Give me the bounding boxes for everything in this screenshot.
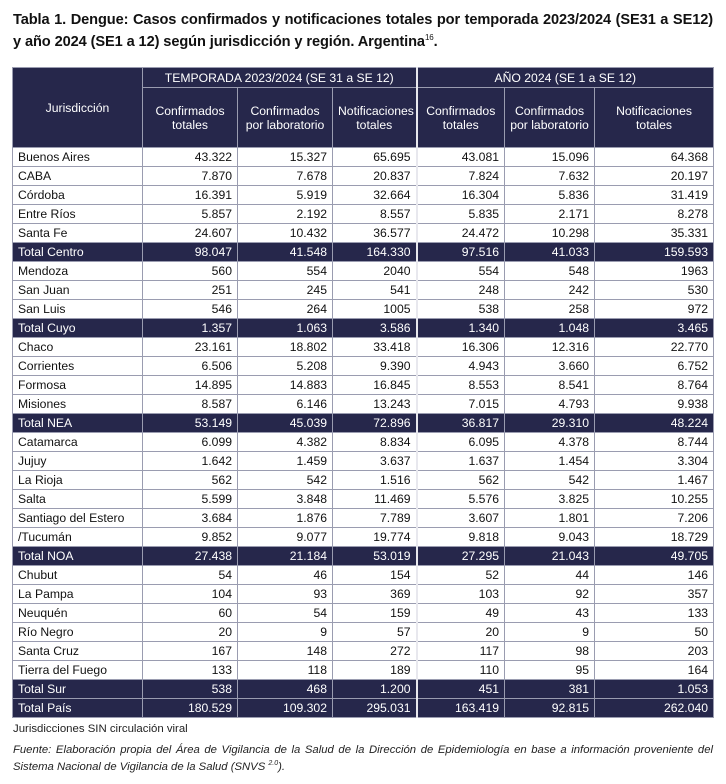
table-row	[13, 661, 714, 680]
total-row	[13, 414, 714, 433]
jurisdiccion-cell: /Tucumán	[13, 528, 143, 547]
value-cell: 12.316	[505, 338, 595, 357]
jurisdiccion-cell: Córdoba	[13, 186, 143, 205]
value-cell: 52	[417, 566, 505, 585]
jurisdiccion-cell: Tierra del Fuego	[13, 661, 143, 680]
value-cell: 9.818	[417, 528, 505, 547]
table-row	[13, 433, 714, 452]
source-sup: 2.0	[268, 760, 279, 768]
value-cell: 72.896	[333, 414, 417, 433]
jurisdiccion-cell: CABA	[13, 167, 143, 186]
value-cell: 49.705	[595, 547, 714, 566]
source-text: Fuente: Elaboración propia del Área de Vigilancia de la Salud de la Dirección de Epidemiología en base a información proveniente del Sistema Nacional de Vigilancia de la Salud (SNVS	[13, 744, 713, 773]
value-cell: 8.834	[333, 433, 417, 452]
value-cell: 5.857	[143, 205, 238, 224]
header-group-temporada: TEMPORADA 2023/2024 (SE 31 a SE 12)	[143, 68, 417, 88]
value-cell: 27.295	[417, 547, 505, 566]
value-cell: 23.161	[143, 338, 238, 357]
jurisdiccion-cell: Catamarca	[13, 433, 143, 452]
value-cell: 4.378	[505, 433, 595, 452]
value-cell: 95	[505, 661, 595, 680]
value-cell: 49	[417, 604, 505, 623]
value-cell: 562	[143, 471, 238, 490]
value-cell: 9.852	[143, 528, 238, 547]
value-cell: 53.149	[143, 414, 238, 433]
value-cell: 60	[143, 604, 238, 623]
value-cell: 16.391	[143, 186, 238, 205]
value-cell: 36.577	[333, 224, 417, 243]
value-cell: 3.607	[417, 509, 505, 528]
value-cell: 7.824	[417, 167, 505, 186]
value-cell: 35.331	[595, 224, 714, 243]
value-cell: 48.224	[595, 414, 714, 433]
value-cell: 5.576	[417, 490, 505, 509]
value-cell: 110	[417, 661, 505, 680]
value-cell: 45.039	[238, 414, 333, 433]
value-cell: 180.529	[143, 699, 238, 718]
table-title-text: Tabla 1. Dengue: Casos confirmados y notificaciones totales por temporada 2023/2024 (SE31 a SE12) y año 2024 (SE1 a 12) según jurisdicción y región. Argentina	[13, 12, 713, 50]
value-cell: 43.081	[417, 148, 505, 167]
value-cell: 5.919	[238, 186, 333, 205]
jurisdiccion-cell: La Rioja	[13, 471, 143, 490]
header-notificaciones-totales: Notificaciones totales	[333, 88, 417, 148]
value-cell: 20.837	[333, 167, 417, 186]
value-cell: 32.664	[333, 186, 417, 205]
value-cell: 6.146	[238, 395, 333, 414]
value-cell: 9.390	[333, 357, 417, 376]
source-note	[13, 742, 713, 776]
value-cell: 1.357	[143, 319, 238, 338]
value-cell: 562	[417, 471, 505, 490]
value-cell: 542	[505, 471, 595, 490]
table-row	[13, 471, 714, 490]
value-cell: 18.729	[595, 528, 714, 547]
jurisdiccion-cell: Chaco	[13, 338, 143, 357]
jurisdiccion-cell: Chubut	[13, 566, 143, 585]
value-cell: 9.077	[238, 528, 333, 547]
value-cell: 4.943	[417, 357, 505, 376]
jurisdiccion-cell: San Luis	[13, 300, 143, 319]
value-cell: 1.340	[417, 319, 505, 338]
value-cell: 3.465	[595, 319, 714, 338]
value-cell: 10.432	[238, 224, 333, 243]
value-cell: 3.684	[143, 509, 238, 528]
value-cell: 7.632	[505, 167, 595, 186]
value-cell: 98.047	[143, 243, 238, 262]
value-cell: 1.048	[505, 319, 595, 338]
value-cell: 295.031	[333, 699, 417, 718]
value-cell: 1.516	[333, 471, 417, 490]
value-cell: 10.255	[595, 490, 714, 509]
dengue-table	[12, 67, 714, 718]
value-cell: 357	[595, 585, 714, 604]
table-row	[13, 224, 714, 243]
header-confirmados-laboratorio: Confirmados por laboratorio	[505, 88, 595, 148]
table-row	[13, 490, 714, 509]
value-cell: 3.660	[505, 357, 595, 376]
value-cell: 538	[143, 680, 238, 699]
table-row	[13, 642, 714, 661]
value-cell: 1963	[595, 262, 714, 281]
table-row	[13, 623, 714, 642]
value-cell: 53.019	[333, 547, 417, 566]
value-cell: 20	[417, 623, 505, 642]
value-cell: 3.586	[333, 319, 417, 338]
table-title: Tabla 1. Dengue: Casos confirmados y notificaciones totales por temporada 2023/2024 (SE31 a SE12) y año 2024 (SE1 a 12) según jurisdicción y región. Argentina$^{16}$.	[13, 12, 713, 50]
value-cell: 148	[238, 642, 333, 661]
value-cell: 9	[505, 623, 595, 642]
table-row	[13, 186, 714, 205]
value-cell: 3.848	[238, 490, 333, 509]
value-cell: 159.593	[595, 243, 714, 262]
total-row	[13, 680, 714, 699]
value-cell: 468	[238, 680, 333, 699]
value-cell: 154	[333, 566, 417, 585]
value-cell: 8.553	[417, 376, 505, 395]
value-cell: 44	[505, 566, 595, 585]
value-cell: 118	[238, 661, 333, 680]
total-row	[13, 699, 714, 718]
total-row	[13, 547, 714, 566]
value-cell: 1005	[333, 300, 417, 319]
table-row	[13, 338, 714, 357]
value-cell: 43	[505, 604, 595, 623]
table-row	[13, 262, 714, 281]
value-cell: 104	[143, 585, 238, 604]
value-cell: 1.876	[238, 509, 333, 528]
jurisdiccion-cell: Salta	[13, 490, 143, 509]
value-cell: 8.587	[143, 395, 238, 414]
jurisdiccion-cell: Total NOA	[13, 547, 143, 566]
value-cell: 6.752	[595, 357, 714, 376]
value-cell: 6.099	[143, 433, 238, 452]
value-cell: 1.642	[143, 452, 238, 471]
value-cell: 14.895	[143, 376, 238, 395]
value-cell: 24.472	[417, 224, 505, 243]
value-cell: 33.418	[333, 338, 417, 357]
value-cell: 5.208	[238, 357, 333, 376]
table-row	[13, 357, 714, 376]
table-row	[13, 566, 714, 585]
header-jurisdiccion: Jurisdicción	[13, 68, 143, 148]
table-row	[13, 452, 714, 471]
value-cell: 1.063	[238, 319, 333, 338]
jurisdiccion-cell: La Pampa	[13, 585, 143, 604]
legend-note: Jurisdicciones SIN circulación viral	[13, 723, 188, 735]
table-row	[13, 585, 714, 604]
value-cell: 22.770	[595, 338, 714, 357]
jurisdiccion-cell: Buenos Aires	[13, 148, 143, 167]
value-cell: 20.197	[595, 167, 714, 186]
value-cell: 1.801	[505, 509, 595, 528]
value-cell: 8.541	[505, 376, 595, 395]
value-cell: 64.368	[595, 148, 714, 167]
value-cell: 146	[595, 566, 714, 585]
value-cell: 41.033	[505, 243, 595, 262]
value-cell: 117	[417, 642, 505, 661]
value-cell: 1.637	[417, 452, 505, 471]
value-cell: 16.845	[333, 376, 417, 395]
value-cell: 19.774	[333, 528, 417, 547]
jurisdiccion-cell: Total País	[13, 699, 143, 718]
value-cell: 548	[505, 262, 595, 281]
jurisdiccion-cell: Mendoza	[13, 262, 143, 281]
table-row	[13, 509, 714, 528]
jurisdiccion-cell: Total Sur	[13, 680, 143, 699]
table-row	[13, 376, 714, 395]
value-cell: 2.171	[505, 205, 595, 224]
value-cell: 245	[238, 281, 333, 300]
value-cell: 65.695	[333, 148, 417, 167]
value-cell: 164.330	[333, 243, 417, 262]
value-cell: 21.043	[505, 547, 595, 566]
value-cell: 242	[505, 281, 595, 300]
value-cell: 5.835	[417, 205, 505, 224]
value-cell: 9.043	[505, 528, 595, 547]
value-cell: 5.836	[505, 186, 595, 205]
table-row	[13, 148, 714, 167]
table-row	[13, 395, 714, 414]
jurisdiccion-cell: Entre Ríos	[13, 205, 143, 224]
value-cell: 272	[333, 642, 417, 661]
value-cell: 92	[505, 585, 595, 604]
jurisdiccion-cell: Total NEA	[13, 414, 143, 433]
value-cell: 46	[238, 566, 333, 585]
value-cell: 24.607	[143, 224, 238, 243]
value-cell: 43.322	[143, 148, 238, 167]
value-cell: 54	[238, 604, 333, 623]
value-cell: 248	[417, 281, 505, 300]
value-cell: 972	[595, 300, 714, 319]
value-cell: 163.419	[417, 699, 505, 718]
value-cell: 1.467	[595, 471, 714, 490]
header-confirmados-totales: Confirmados totales	[143, 88, 238, 148]
jurisdiccion-cell: Corrientes	[13, 357, 143, 376]
value-cell: 16.306	[417, 338, 505, 357]
jurisdiccion-cell: Río Negro	[13, 623, 143, 642]
value-cell: 3.825	[505, 490, 595, 509]
header-notificaciones-totales: Notificaciones totales	[595, 88, 714, 148]
value-cell: 109.302	[238, 699, 333, 718]
value-cell: 4.382	[238, 433, 333, 452]
header-group-anio: AÑO 2024 (SE 1 a SE 12)	[417, 68, 714, 88]
value-cell: 8.278	[595, 205, 714, 224]
value-cell: 9.938	[595, 395, 714, 414]
value-cell: 18.802	[238, 338, 333, 357]
value-cell: 258	[505, 300, 595, 319]
value-cell: 20	[143, 623, 238, 642]
value-cell: 381	[505, 680, 595, 699]
value-cell: 15.096	[505, 148, 595, 167]
value-cell: 57	[333, 623, 417, 642]
value-cell: 7.870	[143, 167, 238, 186]
table-row	[13, 300, 714, 319]
value-cell: 5.599	[143, 490, 238, 509]
value-cell: 50	[595, 623, 714, 642]
jurisdiccion-cell: San Juan	[13, 281, 143, 300]
header-confirmados-totales: Confirmados totales	[417, 88, 505, 148]
value-cell: 1.454	[505, 452, 595, 471]
value-cell: 16.304	[417, 186, 505, 205]
value-cell: 164	[595, 661, 714, 680]
table-row	[13, 205, 714, 224]
jurisdiccion-cell: Santa Cruz	[13, 642, 143, 661]
value-cell: 369	[333, 585, 417, 604]
value-cell: 542	[238, 471, 333, 490]
value-cell: 21.184	[238, 547, 333, 566]
jurisdiccion-cell: Misiones	[13, 395, 143, 414]
value-cell: 7.015	[417, 395, 505, 414]
value-cell: 251	[143, 281, 238, 300]
value-cell: 92.815	[505, 699, 595, 718]
value-cell: 554	[417, 262, 505, 281]
value-cell: 541	[333, 281, 417, 300]
value-cell: 167	[143, 642, 238, 661]
source-end: ).	[278, 761, 286, 773]
jurisdiccion-cell: Jujuy	[13, 452, 143, 471]
value-cell: 6.095	[417, 433, 505, 452]
value-cell: 103	[417, 585, 505, 604]
value-cell: 4.793	[505, 395, 595, 414]
value-cell: 1.459	[238, 452, 333, 471]
value-cell: 97.516	[417, 243, 505, 262]
table-row	[13, 604, 714, 623]
jurisdiccion-cell: Santiago del Estero	[13, 509, 143, 528]
value-cell: 3.637	[333, 452, 417, 471]
value-cell: 11.469	[333, 490, 417, 509]
value-cell: 189	[333, 661, 417, 680]
value-cell: 264	[238, 300, 333, 319]
value-cell: 1.200	[333, 680, 417, 699]
jurisdiccion-cell: Santa Fe	[13, 224, 143, 243]
value-cell: 29.310	[505, 414, 595, 433]
value-cell: 546	[143, 300, 238, 319]
value-cell: 8.744	[595, 433, 714, 452]
value-cell: 13.243	[333, 395, 417, 414]
value-cell: 133	[143, 661, 238, 680]
jurisdiccion-cell: Neuquén	[13, 604, 143, 623]
value-cell: 1.053	[595, 680, 714, 699]
value-cell: 8.764	[595, 376, 714, 395]
value-cell: 9	[238, 623, 333, 642]
value-cell: 133	[595, 604, 714, 623]
table-row	[13, 281, 714, 300]
jurisdiccion-cell: Total Cuyo	[13, 319, 143, 338]
table-row	[13, 167, 714, 186]
value-cell: 538	[417, 300, 505, 319]
value-cell: 15.327	[238, 148, 333, 167]
value-cell: 530	[595, 281, 714, 300]
value-cell: 31.419	[595, 186, 714, 205]
value-cell: 7.789	[333, 509, 417, 528]
table-body	[13, 148, 714, 718]
footnote-ref: 16	[424, 32, 434, 42]
value-cell: 560	[143, 262, 238, 281]
value-cell: 54	[143, 566, 238, 585]
value-cell: 98	[505, 642, 595, 661]
value-cell: 7.206	[595, 509, 714, 528]
value-cell: 93	[238, 585, 333, 604]
value-cell: 3.304	[595, 452, 714, 471]
value-cell: 203	[595, 642, 714, 661]
jurisdiccion-cell: Total Centro	[13, 243, 143, 262]
jurisdiccion-cell: Formosa	[13, 376, 143, 395]
value-cell: 2.192	[238, 205, 333, 224]
value-cell: 7.678	[238, 167, 333, 186]
value-cell: 262.040	[595, 699, 714, 718]
header-confirmados-laboratorio: Confirmados por laboratorio	[238, 88, 333, 148]
value-cell: 554	[238, 262, 333, 281]
value-cell: 6.506	[143, 357, 238, 376]
total-row	[13, 319, 714, 338]
value-cell: 8.557	[333, 205, 417, 224]
value-cell: 10.298	[505, 224, 595, 243]
table-row	[13, 528, 714, 547]
value-cell: 2040	[333, 262, 417, 281]
value-cell: 14.883	[238, 376, 333, 395]
total-row	[13, 243, 714, 262]
value-cell: 41.548	[238, 243, 333, 262]
value-cell: 159	[333, 604, 417, 623]
value-cell: 27.438	[143, 547, 238, 566]
value-cell: 451	[417, 680, 505, 699]
value-cell: 36.817	[417, 414, 505, 433]
